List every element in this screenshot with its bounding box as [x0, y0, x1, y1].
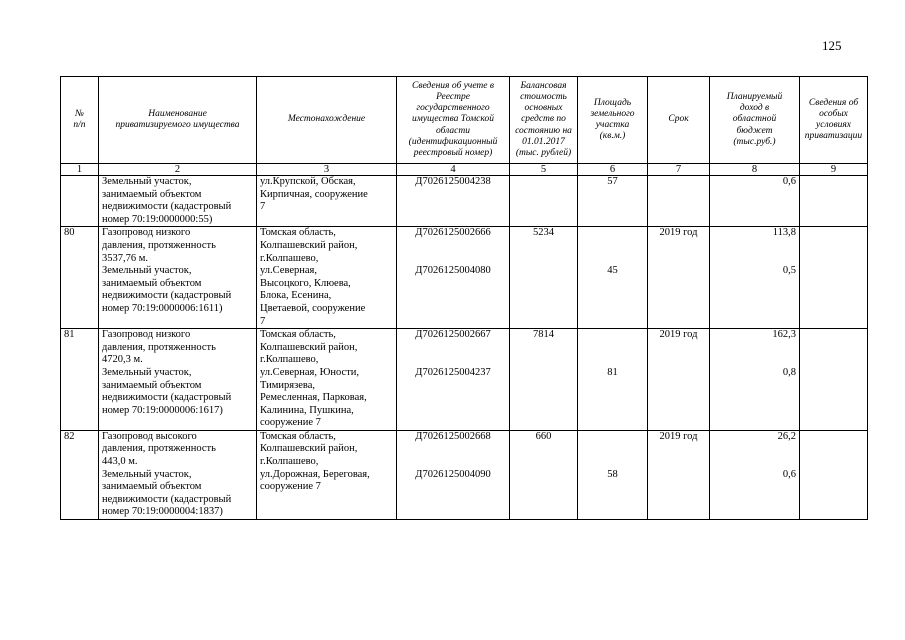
header-name: Наименование приватизируемого имущества [99, 77, 257, 164]
header-row [61, 77, 868, 164]
registry-number-land: Д7026125004080 [415, 265, 491, 277]
header-term: Срок [648, 77, 710, 164]
property-location: Томская область, Колпашевский район, г.Колпашево, ул.Северная, Высоцкого, Клюева, Блока, Есенина, Цветаевой, сооружение 7 [257, 227, 397, 329]
property-name [99, 176, 257, 227]
land-area: 45 [578, 227, 648, 329]
row-number: 82 [61, 430, 99, 519]
property-name-land: Земельный участок, занимаемый объектом недвижимости (кадастровый номер 70:19:0000004:1837) [102, 468, 232, 518]
planned-income: 0,6 [710, 176, 800, 227]
row-number: 81 [61, 329, 99, 431]
privatization-term: 2019 год [648, 329, 710, 431]
privatization-term: 2019 год [648, 430, 710, 519]
property-name-main: Газопровод высокого давления, протяженность 443,0 м. [102, 430, 216, 468]
column-number: 2 [99, 164, 257, 176]
registry-number-main: Д7026125002666 [415, 227, 491, 239]
table-row [61, 176, 868, 227]
column-number: 8 [710, 164, 800, 176]
planned-income-land: 0,5 [782, 265, 796, 277]
header-location: Местонахождение [257, 77, 397, 164]
planned-income-main: 113,8 [772, 227, 796, 239]
planned-income-main: 26,2 [777, 430, 796, 442]
header-income: Планируемый доход в областной бюджет (тыс.руб.) [710, 77, 800, 164]
header-conditions: Сведения об особых условиях приватизации [800, 77, 868, 164]
property-location: ул.Крупской, Обская, Кирпичная, сооружение 7 [257, 176, 397, 227]
table-row [61, 329, 868, 431]
land-area: 58 [578, 430, 648, 519]
special-conditions [800, 227, 868, 329]
column-number-row [61, 164, 868, 176]
header-registry: Сведения об учете в Реестре государственного имущества Томской области (идентификационный реестровый номер) [397, 77, 510, 164]
column-number: 1 [61, 164, 99, 176]
header-area: Площадь земельного участка (кв.м.) [578, 77, 648, 164]
property-name [99, 329, 257, 431]
balance-value: 7814 [510, 329, 578, 431]
property-name [99, 430, 257, 519]
land-area: 81 [578, 329, 648, 431]
balance-value: 660 [510, 430, 578, 519]
column-number: 7 [648, 164, 710, 176]
property-name-land: Земельный участок, занимаемый объектом недвижимости (кадастровый номер 70:19:0000006:1611) [102, 265, 232, 314]
page-number: 125 [822, 38, 842, 53]
property-name-main: Газопровод низкого давления, протяженность 3537,76 м. [102, 227, 216, 264]
privatization-table [60, 76, 868, 520]
header-num: № п/п [61, 77, 99, 164]
registry-number [397, 430, 510, 519]
column-number: 9 [800, 164, 868, 176]
column-number: 4 [397, 164, 510, 176]
row-number [61, 176, 99, 227]
special-conditions [800, 430, 868, 519]
privatization-term: 2019 год [648, 227, 710, 329]
registry-number-land: Д7026125004090 [415, 468, 491, 480]
property-location: Томская область, Колпашевский район, г.Колпашево, ул.Северная, Юности, Тимирязева, Ремесленная, Парковая, Калинина, Пушкина, сооружение 7 [257, 329, 397, 431]
column-number: 6 [578, 164, 648, 176]
property-name-main: Газопровод низкого давления, протяженность 4720,3 м. [102, 329, 216, 366]
property-name-land: Земельный участок, занимаемый объектом недвижимости (кадастровый номер 70:19:0000006:1617) [102, 366, 232, 416]
planned-income [710, 329, 800, 431]
balance-value [510, 176, 578, 227]
special-conditions [800, 176, 868, 227]
table-row [61, 430, 868, 519]
table-row [61, 227, 868, 329]
registry-number-main: Д7026125002668 [415, 430, 491, 442]
balance-value: 5234 [510, 227, 578, 329]
property-location: Томская область, Колпашевский район, г.Колпашево, ул.Дорожная, Береговая, сооружение 7 [257, 430, 397, 519]
land-area: 57 [578, 176, 648, 227]
registry-number-land: Д7026125004237 [415, 366, 491, 378]
privatization-term [648, 176, 710, 227]
property-name [99, 227, 257, 329]
planned-income-land: 0,8 [782, 366, 796, 378]
row-number: 80 [61, 227, 99, 329]
planned-income-main: 162,3 [772, 329, 796, 341]
registry-number [397, 227, 510, 329]
registry-number: Д7026125004238 [397, 176, 510, 227]
planned-income [710, 227, 800, 329]
property-name-main: Земельный участок, занимаемый объектом недвижимости (кадастровый номер 70:19:0000000:55) [102, 176, 232, 225]
column-number: 5 [510, 164, 578, 176]
planned-income [710, 430, 800, 519]
header-balance: Балансовая стоимость основных средств по состоянию на 01.01.2017 (тыс. рублей) [510, 77, 578, 164]
special-conditions [800, 329, 868, 431]
registry-number [397, 329, 510, 431]
registry-number-main: Д7026125002667 [415, 329, 491, 341]
column-number: 3 [257, 164, 397, 176]
planned-income-land: 0,6 [782, 468, 796, 480]
